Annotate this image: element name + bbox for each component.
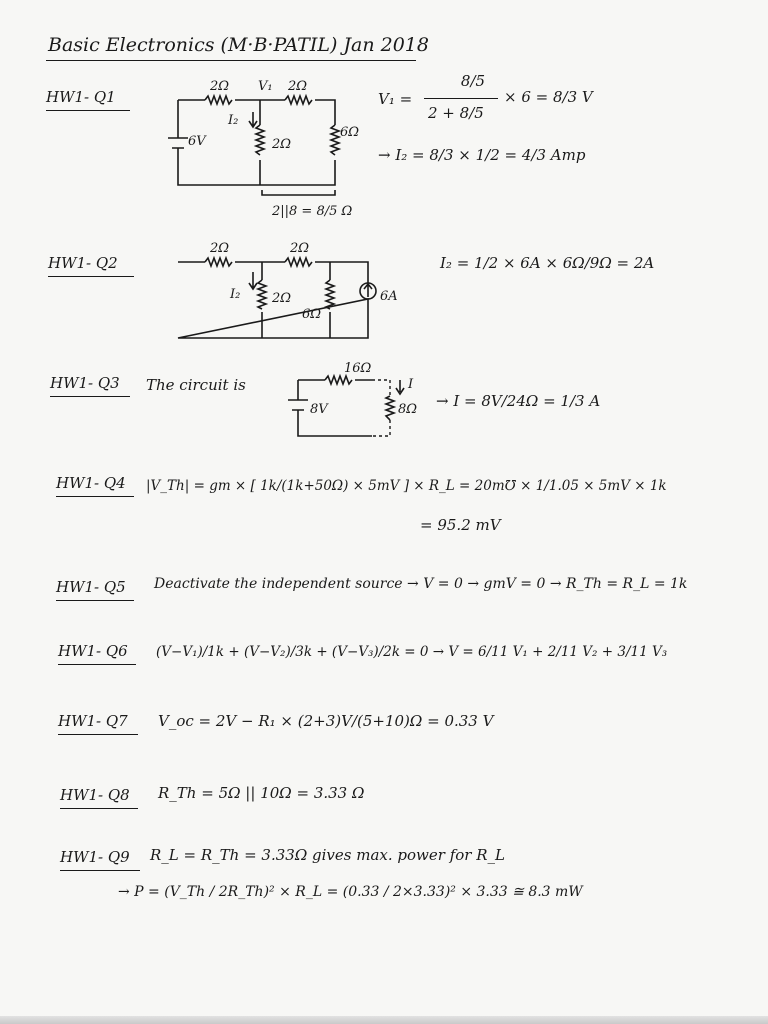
q1-label-r1: 2Ω [210, 79, 230, 94]
q2-label-r1: 2Ω [210, 241, 230, 256]
q7-eq: V_oc = 2V − R₁ × (2+3)V/(5+10)Ω = 0.33 V [158, 712, 494, 730]
question-label-q4: HW1- Q4 [56, 474, 126, 492]
question-label-q3: HW1- Q3 [50, 374, 120, 392]
q1-resistor-3 [256, 125, 264, 155]
q2-label-r3: 2Ω [272, 291, 292, 306]
q1-circuit [168, 79, 359, 219]
q3-resistor-2 [386, 396, 394, 420]
q1-label-r2: 2Ω [288, 79, 308, 94]
q1-eq1-lhs: V₁ = [378, 90, 413, 108]
q2-eq: I₂ = 1/2 × 6A × 6Ω/9Ω = 2A [440, 254, 655, 272]
q1-label-node: V₁ [258, 79, 273, 94]
q3-label-r1: 16Ω [344, 361, 372, 376]
scan-bottom-edge [0, 1016, 768, 1024]
q8-eq: R_Th = 5Ω || 10Ω = 3.33 Ω [158, 784, 365, 802]
q3-label-current: I [408, 377, 414, 392]
q3-label-source: 8V [310, 402, 328, 417]
q1-label-current: I₂ [228, 113, 239, 128]
q3-circuit [288, 361, 417, 436]
q1-eq1-denominator: 2 + 8/5 [428, 104, 484, 122]
q1-battery [168, 138, 188, 148]
q9-eq2: → P = (V_Th / 2R_Th)² × R_L = (0.33 / 2×3.33)² × 3.33 ≅ 8.3 mW [118, 884, 583, 900]
q4-eq2: = 95.2 mV [420, 516, 501, 534]
q5-eq: Deactivate the independent source → V = 0 → gmV = 0 → R_Th = R_L = 1k [154, 576, 688, 592]
question-label-q1: HW1- Q1 [46, 88, 116, 106]
q6-eq: (V−V₁)/1k + (V−V₂)/3k + (V−V₃)/2k = 0 → V = 6/11 V₁ + 2/11 V₂ + 3/11 V₃ [156, 644, 668, 660]
q1-label-source: 6V [188, 134, 206, 149]
q1-label-r4: 6Ω [340, 125, 360, 140]
question-label-q7: HW1- Q7 [58, 712, 128, 730]
question-label-q8: HW1- Q8 [60, 786, 130, 804]
q1-label-parallel: 2||8 = 8/5 Ω [272, 204, 353, 219]
q3-resistor-1 [325, 376, 352, 384]
q2-label-source: 6A [380, 289, 398, 304]
q1-eq1-numerator: 8/5 [460, 72, 486, 90]
q1-fraction-bar [424, 98, 498, 99]
question-label-q9: HW1- Q9 [60, 848, 130, 866]
q2-label-r4: 6Ω [302, 307, 322, 322]
question-label-q2: HW1- Q2 [48, 254, 118, 272]
q1-resistor-1 [205, 96, 232, 104]
q3-eq: → I = 8V/24Ω = 1/3 A [436, 392, 601, 410]
question-label-q6: HW1- Q6 [58, 642, 128, 660]
q2-circuit [178, 241, 398, 338]
q3-battery [288, 400, 308, 410]
q2-resistor-3 [258, 280, 266, 309]
q3-label-r2: 8Ω [398, 402, 418, 417]
q1-eq2: → I₂ = 8/3 × 1/2 = 4/3 Amp [378, 146, 586, 164]
page-title: Basic Electronics (M·B·PATIL) Jan 2018 [48, 34, 429, 56]
q2-resistor-2 [285, 258, 312, 266]
q1-resistor-2 [285, 96, 312, 104]
question-label-q5: HW1- Q5 [56, 578, 126, 596]
q1-eq1-rhs: × 6 = 8/3 V [504, 88, 593, 106]
q2-label-r2: 2Ω [290, 241, 310, 256]
q1-label-r3: 2Ω [272, 137, 292, 152]
q2-resistor-4 [326, 280, 334, 309]
q2-label-current: I₂ [230, 287, 241, 302]
q4-eq1: |V_Th| = gm × [ 1k/(1k+50Ω) × 5mV ] × R_L = 20m℧ × 1/1.05 × 5mV × 1k [146, 478, 667, 494]
q1-resistor-4 [331, 125, 339, 155]
q3-intro: The circuit is [146, 376, 246, 394]
q9-eq1: R_L = R_Th = 3.33Ω gives max. power for R_L [150, 846, 505, 864]
q2-resistor-1 [205, 258, 232, 266]
